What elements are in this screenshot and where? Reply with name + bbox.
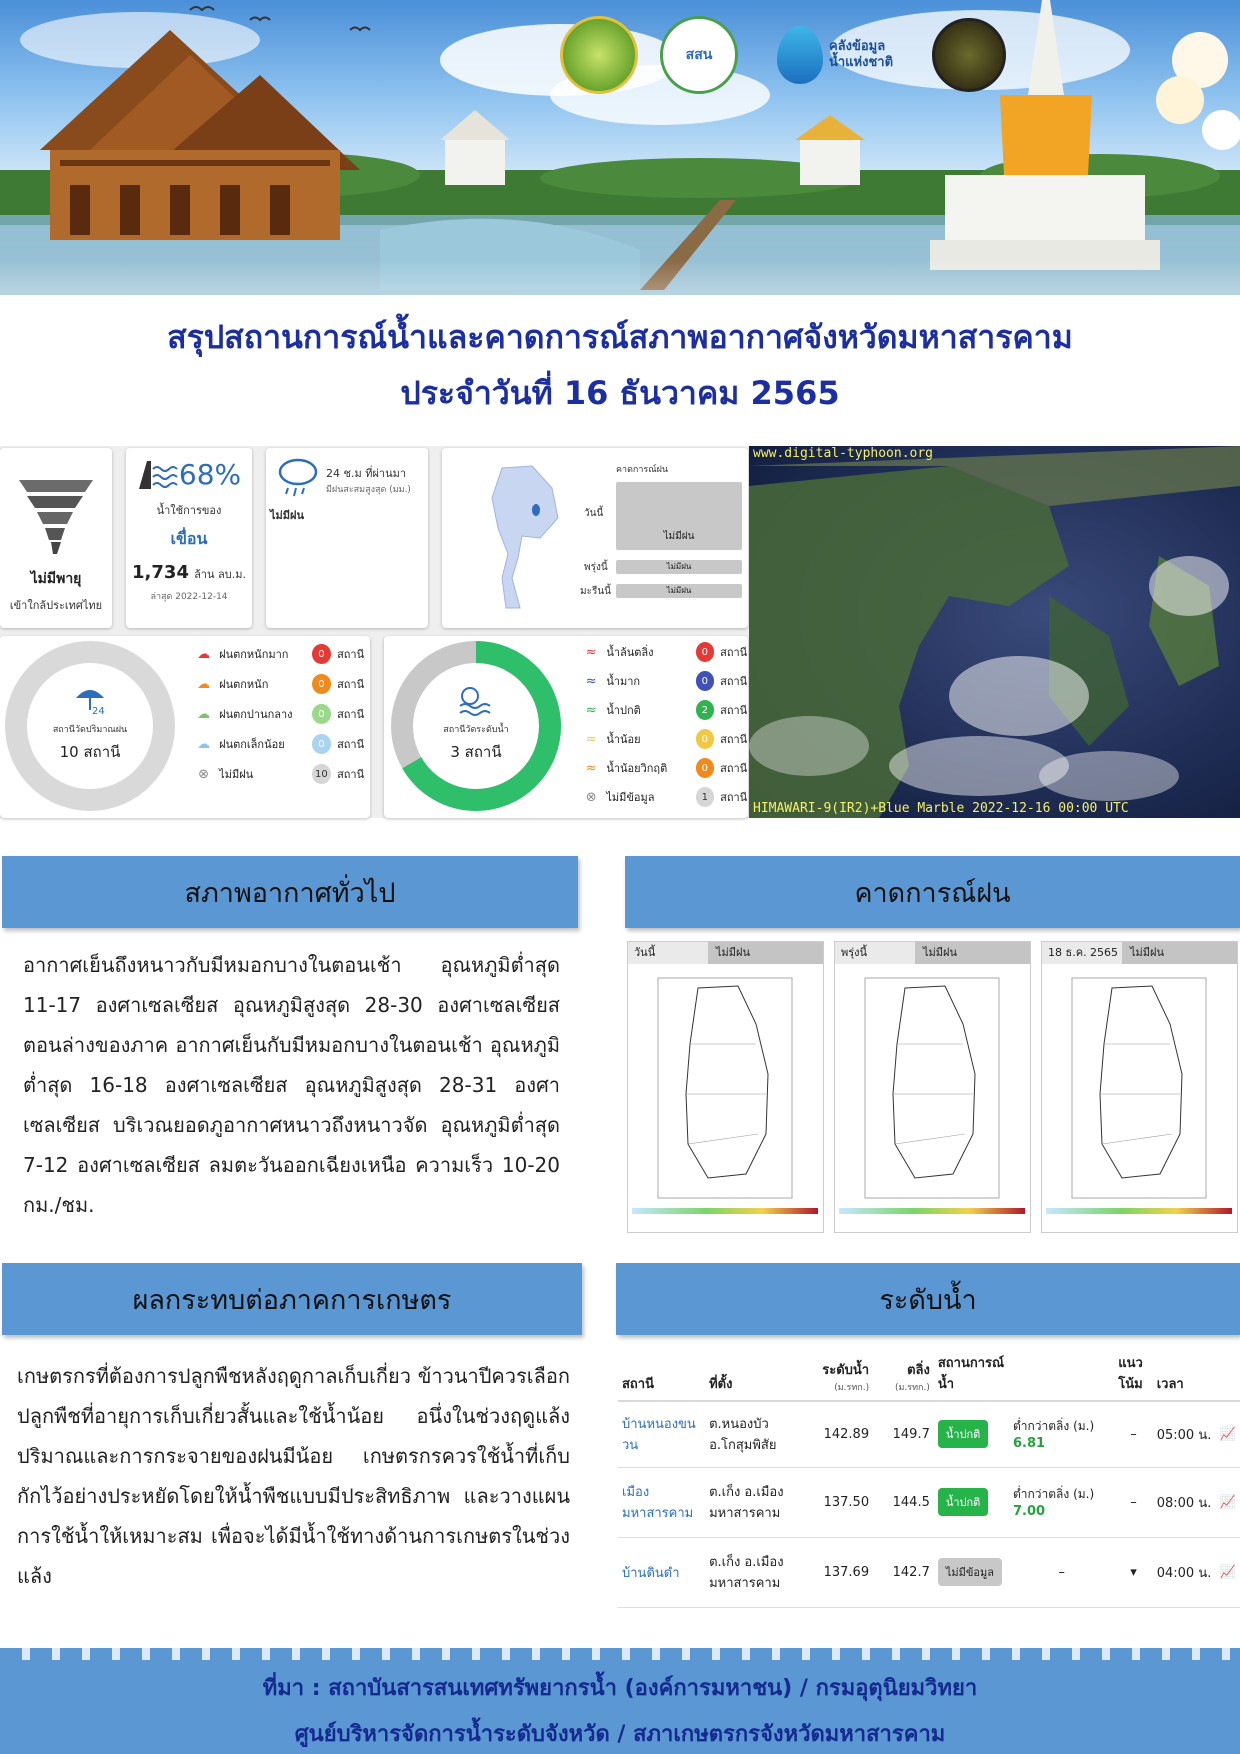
map-day: 18 ธ.ค. 2565	[1042, 942, 1122, 964]
water-level-value: 137.50	[810, 1467, 873, 1537]
level-legend-label: น้ำน้อยวิกฤติ	[606, 762, 668, 775]
rain-legend-label: ฝนตกเล็กน้อย	[219, 738, 285, 751]
storm-status: ไม่มีพายุ	[30, 571, 82, 587]
water-level-section-header: ระดับน้ำ	[616, 1263, 1240, 1335]
trend-value: ▾	[1114, 1537, 1152, 1607]
status-cell	[934, 1467, 1009, 1537]
dam-volume-unit: ล้าน ลบ.ม.	[194, 568, 246, 581]
rain-legend-row	[192, 702, 366, 726]
chart-icon[interactable]: 📈	[1215, 1401, 1240, 1467]
level-legend-label: น้ำมาก	[606, 675, 641, 688]
tornado-icon	[11, 466, 101, 556]
low-water-wave-icon: ≈	[585, 731, 597, 747]
water-level-value: 142.89	[810, 1401, 873, 1467]
level-station-legend	[580, 640, 748, 816]
page-date: ประจำวันที่ 16 ธันวาคม 2565	[400, 374, 840, 412]
rain-station-label: สถานีวัดปริมาณฝน	[52, 725, 128, 735]
note-label: ต่ำกว่าตลิ่ง (ม.)	[1012, 1419, 1095, 1434]
map-value: ไม่มีฝน	[708, 942, 823, 964]
map-value: ไม่มีฝน	[915, 942, 1030, 964]
forecast-card	[442, 448, 748, 628]
note-cell	[1009, 1401, 1114, 1467]
rain-forecast-map	[834, 941, 1031, 1233]
dam-volume: 1,734	[132, 562, 189, 583]
table-row[interactable]	[618, 1467, 1240, 1537]
satellite-caption: HIMAWARI-9(IR2)+Blue Marble 2022-12-16 00:00 UTC	[753, 801, 1129, 816]
level-legend-row	[580, 698, 748, 722]
trend-value: –	[1114, 1401, 1152, 1467]
rain24-head1: 24 ช.ม ที่ผ่านมา	[326, 467, 407, 480]
level-legend-row	[580, 727, 748, 751]
level-legend-unit: สถานี	[720, 733, 748, 746]
forecast-title: คาดการณ์ฝน	[616, 465, 669, 475]
level-station-count: 3 สถานี	[450, 743, 502, 761]
dam-card	[126, 448, 252, 628]
col-level-label: ระดับน้ำ	[822, 1363, 870, 1378]
station-link[interactable]: เมืองมหาสารคาม	[618, 1467, 705, 1537]
overflow-wave-icon: ≈	[585, 644, 597, 660]
dam-type: เขื่อน	[170, 529, 208, 548]
rain-legend-unit: สถานี	[337, 768, 365, 781]
water-level-icon	[456, 686, 496, 716]
level-legend-count: 0	[696, 758, 715, 778]
level-legend-label: น้ำน้อย	[606, 733, 641, 746]
rain-legend-row	[192, 732, 366, 756]
thailand-map-icon	[462, 458, 572, 618]
map-day: พรุ่งนี้	[835, 942, 915, 964]
rain-legend-label: ฝนตกหนักมาก	[219, 648, 289, 661]
trend-value: –	[1114, 1467, 1152, 1537]
level-legend-count: 1	[696, 787, 715, 807]
hii-logo-text: สสน	[685, 47, 713, 63]
forecast-value-1: ไม่มีฝน	[616, 560, 742, 574]
rain-legend-unit: สถานี	[337, 738, 365, 751]
level-legend-label: น้ำปกติ	[606, 704, 641, 717]
status-cell	[934, 1401, 1009, 1467]
normal-water-wave-icon: ≈	[585, 702, 597, 718]
col-note	[1009, 1346, 1114, 1401]
storm-card	[0, 448, 112, 628]
forecast-value-2: ไม่มีฝน	[616, 584, 742, 598]
heavy-rain-icon: ☁	[197, 646, 211, 662]
isan-province-map	[835, 964, 1030, 1232]
water-level-table	[618, 1346, 1240, 1608]
level-legend-count: 0	[696, 642, 715, 662]
chart-icon[interactable]: 📈	[1215, 1467, 1240, 1537]
station-location: ต.เก็ง อ.เมือง มหาสารคาม	[705, 1467, 810, 1537]
rain-legend-unit: สถานี	[337, 708, 365, 721]
rain-legend-label: ฝนตกหนัก	[219, 678, 269, 691]
rain-legend-label: ไม่มีฝน	[219, 768, 254, 781]
rain-legend-count: 0	[312, 734, 331, 754]
rain24-head2: มีฝนสะสมสูงสุด (มม.)	[326, 485, 411, 495]
level-legend-unit: สถานี	[720, 762, 748, 775]
col-bank	[873, 1346, 934, 1401]
level-legend-label: น้ำล้นตลิ่ง	[606, 646, 654, 659]
high-water-wave-icon: ≈	[585, 673, 597, 689]
level-legend-count: 0	[696, 729, 715, 749]
rain-legend-row	[192, 762, 366, 786]
bank-level-value: 144.5	[873, 1467, 934, 1537]
partner-logos	[560, 16, 1006, 94]
isan-province-map	[1042, 964, 1237, 1232]
col-level	[810, 1346, 873, 1401]
thaiwater-logo-line1: คลังข้อมูล	[828, 39, 886, 55]
note-label: ต่ำกว่าตลิ่ง (ม.)	[1012, 1487, 1095, 1501]
rain-station-card	[0, 636, 370, 818]
forecast-day-1: พรุ่งนี้	[584, 562, 608, 573]
level-station-card	[384, 636, 748, 818]
rain-legend-row	[192, 642, 366, 666]
rain-icon: ☁	[197, 676, 211, 692]
footer-source-line1: ที่มา : สถาบันสารสนเทศทรัพยากรน้ำ (องค์การมหาชน) / กรมอุตุนิยมวิทยา	[262, 1676, 978, 1701]
bank-level-value: 149.7	[873, 1401, 934, 1467]
rain-legend-count: 0	[312, 704, 331, 724]
dam-label: น้ำใช้การของ	[156, 504, 222, 517]
water-drop-icon	[777, 26, 823, 84]
no-rain-icon: ⊗	[198, 766, 210, 782]
time-value: 08:00 น.	[1153, 1467, 1216, 1537]
chart-icon[interactable]: 📈	[1215, 1537, 1240, 1607]
col-location: ที่ตั้ง	[705, 1346, 810, 1401]
level-legend-count: 0	[696, 671, 715, 691]
umbrella-24-icon	[72, 682, 108, 716]
col-trend: แนวโน้ม	[1114, 1346, 1152, 1401]
note-label: –	[1058, 1564, 1065, 1580]
satellite-source: www.digital-typhoon.org	[753, 446, 934, 461]
rain-forecast-map	[1041, 941, 1238, 1233]
time-value: 04:00 น.	[1153, 1537, 1216, 1607]
col-time: เวลา	[1153, 1346, 1216, 1401]
dam-percent: 68%	[178, 458, 242, 491]
status-badge: น้ำปกติ	[938, 1420, 988, 1448]
table-row[interactable]	[618, 1401, 1240, 1467]
note-cell	[1009, 1537, 1114, 1607]
level-legend-row	[580, 640, 748, 664]
rain-legend-label: ฝนตกปานกลาง	[219, 708, 293, 721]
rain-legend-count: 10	[312, 764, 331, 784]
level-legend-row	[580, 785, 748, 809]
level-legend-count: 2	[696, 700, 715, 720]
level-legend-label: ไม่มีข้อมูล	[606, 791, 655, 804]
rain-station-legend	[192, 642, 366, 812]
water-level-value: 137.69	[810, 1537, 873, 1607]
station-link[interactable]: บ้านดินดำ	[618, 1537, 705, 1607]
storm-sub: เข้าใกล้ประเทศไทย	[9, 599, 103, 612]
station-location: ต.หนองบัว อ.โกสุมพิสัย	[705, 1401, 810, 1467]
agriculture-section-header: ผลกระทบต่อภาคการเกษตร	[2, 1263, 582, 1335]
footer-source-line2: ศูนย์บริหารจัดการน้ำระดับจังหวัด / สภาเกษตรกรจังหวัดมหาสารคาม	[294, 1722, 946, 1747]
col-level-unit: (ม.รทก.)	[834, 1383, 870, 1393]
rain-station-count: 10 สถานี	[59, 743, 121, 761]
rain-cloud-icon	[274, 454, 322, 502]
no-data-icon: ⊗	[585, 789, 597, 805]
farmers-council-logo	[932, 18, 1006, 92]
rain-legend-row	[192, 672, 366, 696]
dam-water-icon	[137, 459, 179, 491]
rain24-status: ไม่มีฝน	[270, 509, 304, 522]
status-badge: ไม่มีข้อมูล	[938, 1558, 1002, 1586]
dam-updated: ล่าสุด 2022-12-14	[150, 592, 228, 602]
col-chart	[1215, 1346, 1240, 1401]
agriculture-text: เกษตรกรที่ต้องการปลูกพืชหลังฤดูกาลเก็บเกี่ยว ข้าวนาปีควรเลือกปลูกพืชที่อายุการเก็บเกี่ยวสั้นและใช้น้ำน้อย อนึ่งในช่วงฤดูแล้งปริมาณและการกระจายของฝนมีน้อย เกษตรกรควรใช้น้ำที่เก็บกักไว้อย่างประหยัดโดยให้น้ำพืชแบบมีประสิทธิภาพ และวางแผนการใช้น้ำให้เหมาะสม เพื่อจะได้มีน้ำใช้ทางด้านการเกษตรในช่วงแล้ง	[17, 1364, 570, 1588]
level-station-label: สถานีวัดระดับน้ำ	[443, 725, 509, 735]
status-badge: น้ำปกติ	[938, 1488, 988, 1516]
rain-forecast-map	[627, 941, 824, 1233]
note-value: 7.00	[1012, 1504, 1046, 1519]
satellite-image	[749, 446, 1240, 818]
col-bank-label: ตลิ่ง	[907, 1363, 930, 1378]
level-legend-unit: สถานี	[720, 675, 748, 688]
map-value: ไม่มีฝน	[1122, 942, 1237, 964]
critical-low-wave-icon: ≈	[585, 760, 597, 776]
bank-level-value: 142.7	[873, 1537, 934, 1607]
forecast-value-0: ไม่มีฝน	[616, 482, 742, 550]
level-legend-unit: สถานี	[720, 646, 748, 659]
weather-section-header: สภาพอากาศทั่วไป	[2, 856, 578, 928]
rain24-card	[266, 448, 428, 628]
page-title: สรุปสถานการณ์น้ำและคาดการณ์สภาพอากาศจังหวัดมหาสารคาม	[167, 318, 1073, 356]
forecast-day-2: มะรืนนี้	[580, 586, 612, 597]
station-location: ต.เก็ง อ.เมือง มหาสารคาม	[705, 1537, 810, 1607]
satellite-scene	[749, 446, 1240, 818]
table-row[interactable]	[618, 1537, 1240, 1607]
rain-forecast-section-header: คาดการณ์ฝน	[625, 856, 1240, 928]
rain-legend-count: 0	[312, 644, 331, 664]
doae-logo	[560, 16, 638, 94]
station-link[interactable]: บ้านหนองขนวน	[618, 1401, 705, 1467]
level-legend-row	[580, 669, 748, 693]
level-legend-unit: สถานี	[720, 704, 748, 717]
map-day: วันนี้	[628, 942, 708, 964]
isan-province-map	[628, 964, 823, 1232]
rain-legend-unit: สถานี	[337, 678, 365, 691]
moderate-rain-icon: ☁	[197, 706, 211, 722]
footer	[0, 1648, 1240, 1754]
note-cell	[1009, 1467, 1114, 1537]
status-cell	[934, 1537, 1009, 1607]
note-value: 6.81	[1012, 1436, 1046, 1452]
forecast-day-0: วันนี้	[584, 508, 604, 519]
level-legend-row	[580, 756, 748, 780]
light-rain-icon: ☁	[197, 736, 211, 752]
rain-legend-unit: สถานี	[337, 648, 365, 661]
umbrella-24-label: 24	[92, 706, 105, 716]
banner	[0, 0, 1240, 440]
col-status: สถานการณ์น้ำ	[934, 1346, 1009, 1401]
weather-text: อากาศเย็นถึงหนาวกับมีหมอกบางในตอนเช้า อุณหภูมิต่ำสุด 11-17 องศาเซลเซียส อุณหภูมิสูงสุด 28-30 องศาเซลเซียส ตอนล่างของภาค อากาศเย็นกับมีหมอกบางในตอนเช้า อุณหภูมิต่ำสุด 16-18 องศาเซลเซียส อุณหภูมิสูงสุด 28-31 องศาเซลเซียส บริเวณยอดภูอากาศหนาวถึงหนาวจัด อุณหภูมิต่ำสุด 7-12 องศาเซลเซียส ลมตะวันออกเฉียงเหนือ ความเร็ว 10-20 กม./ชม.	[23, 953, 560, 1217]
rain-legend-count: 0	[312, 674, 331, 694]
col-bank-unit: (ม.รทก.)	[894, 1383, 930, 1393]
thaiwater-logo	[760, 16, 910, 94]
time-value: 05:00 น.	[1153, 1401, 1216, 1467]
thaiwater-logo-line2: น้ำแห่งชาติ	[828, 55, 894, 70]
table-header-row	[618, 1346, 1240, 1401]
col-station: สถานี	[618, 1346, 705, 1401]
footer-pattern	[0, 1648, 1240, 1660]
hii-logo	[660, 16, 738, 94]
level-legend-unit: สถานี	[720, 791, 748, 804]
